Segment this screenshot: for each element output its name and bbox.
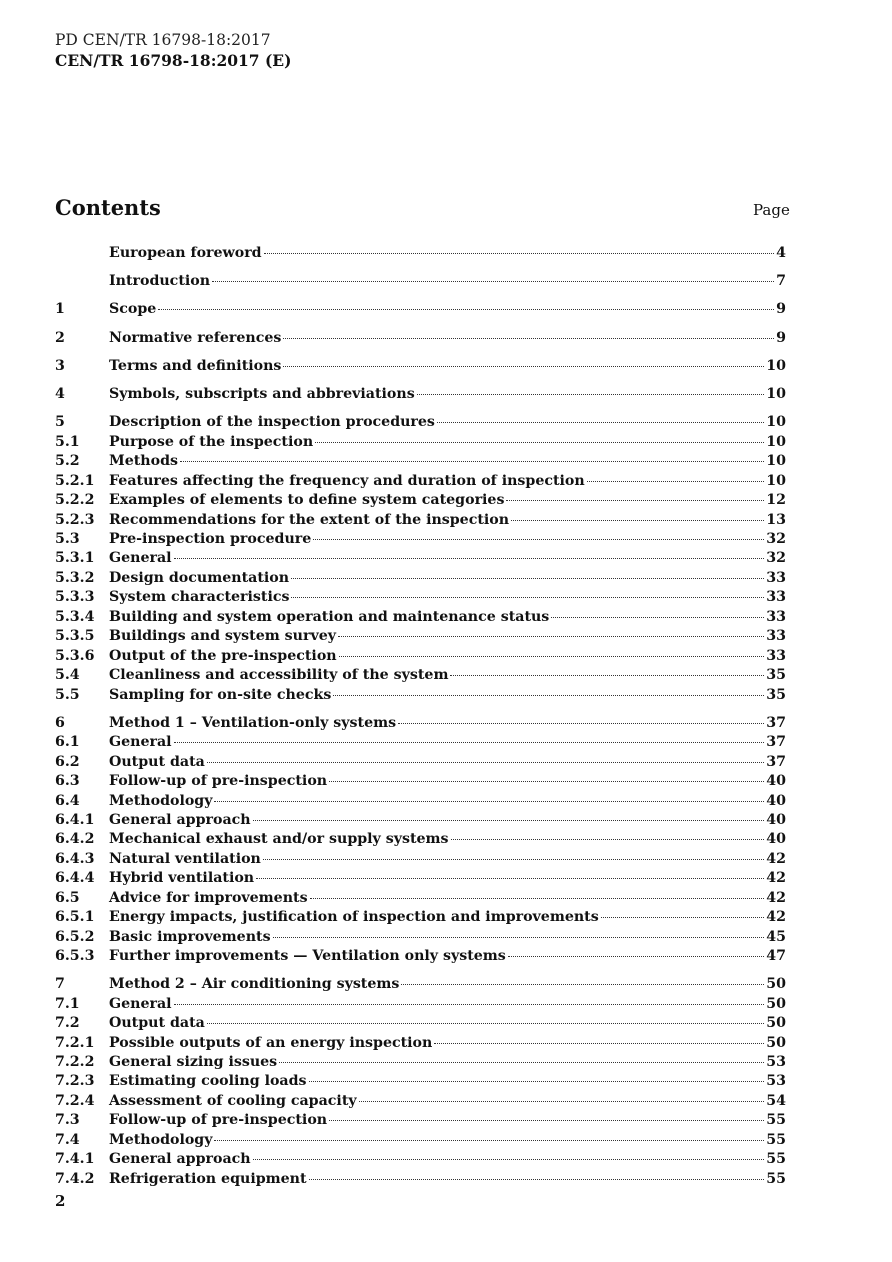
toc-entry[interactable]: [55, 452, 786, 471]
toc-entry[interactable]: [55, 1014, 786, 1033]
toc-entry-number: 5.3.4: [55, 608, 95, 625]
toc-entry[interactable]: [55, 530, 786, 549]
toc-entry-title: General: [109, 734, 172, 751]
toc-entry-title: Recommendations for the extent of the inspection: [109, 511, 510, 528]
toc-entry-page: 55: [766, 1112, 786, 1129]
toc-entry-page: 42: [766, 909, 786, 926]
toc-entry-page: 42: [766, 889, 786, 906]
toc-entry-number: 5.3: [55, 531, 80, 548]
toc-entry[interactable]: [55, 491, 786, 510]
toc-entry-title: Buildings and system survey: [109, 628, 336, 645]
toc-entry-number: 2: [55, 329, 65, 346]
toc-entry-number: 5.3.2: [55, 569, 95, 586]
toc-entry-page: 7: [776, 273, 786, 290]
toc-entry-page: 40: [766, 792, 786, 809]
toc-entry-number: 4: [55, 386, 65, 403]
toc-entry-page: 32: [766, 531, 786, 548]
toc-entry-page: 55: [766, 1151, 786, 1168]
toc-entry-page: 50: [766, 995, 786, 1012]
toc-entry-number: 7.1: [55, 995, 80, 1012]
toc-dot-leader: [273, 936, 765, 938]
toc-entry-number: 6.4.1: [55, 811, 95, 828]
toc-entry[interactable]: [55, 889, 786, 908]
toc-dot-leader: [214, 800, 764, 802]
toc-dot-leader: [339, 655, 765, 657]
toc-entry-page: 35: [766, 686, 786, 703]
toc-dot-leader: [283, 337, 774, 339]
toc-entry-title: General: [109, 550, 172, 567]
header-document-id-en: CEN/TR 16798-18:2017 (E): [55, 51, 292, 70]
toc-entry-number: 1: [55, 301, 65, 318]
toc-entry-page: 10: [766, 453, 786, 470]
toc-entry[interactable]: [55, 433, 786, 452]
toc-entry-number: 7.2.3: [55, 1073, 95, 1090]
toc-entry-title: Building and system operation and maintenance status: [109, 608, 550, 625]
toc-entry-number: 6.5: [55, 889, 80, 906]
toc-dot-leader: [158, 308, 774, 310]
toc-entry-page: 54: [766, 1092, 786, 1109]
page-number: 2: [55, 1192, 66, 1210]
toc-entry-title: Method 2 – Air conditioning systems: [109, 976, 400, 993]
toc-entry-page: 35: [766, 667, 786, 684]
contents-heading: Contents: [55, 195, 161, 220]
toc-entry-number: 6.5.1: [55, 909, 95, 926]
toc-entry-number: 5.3.6: [55, 647, 95, 664]
toc-entry-number: 6.4: [55, 792, 80, 809]
toc-entry[interactable]: [55, 928, 786, 947]
toc-entry-page: 55: [766, 1170, 786, 1187]
toc-entry[interactable]: [55, 1150, 786, 1169]
toc-entry-number: 7.4.2: [55, 1170, 95, 1187]
page-column-label: Page: [753, 201, 790, 219]
toc-dot-leader: [283, 365, 764, 367]
toc-entry-page: 55: [766, 1131, 786, 1148]
toc-entry-title: Cleanliness and accessibility of the system: [109, 667, 449, 684]
toc-entry-page: 4: [776, 245, 786, 261]
toc-entry-title: Refrigeration equipment: [109, 1170, 307, 1187]
toc-entry-page: 10: [766, 433, 786, 450]
toc-dot-leader: [508, 955, 764, 957]
toc-entry-page: 33: [766, 569, 786, 586]
toc-entry-title: General approach: [109, 811, 251, 828]
toc-entry-page: 40: [766, 811, 786, 828]
toc-dot-leader: [214, 1139, 764, 1141]
toc-entry-title: Assessment of cooling capacity: [109, 1092, 357, 1109]
toc-dot-leader: [256, 877, 764, 879]
toc-dot-leader: [174, 741, 765, 743]
toc-dot-leader: [450, 674, 764, 676]
toc-dot-leader: [310, 897, 765, 899]
toc-entry-number: 5: [55, 414, 65, 431]
toc-entry-page: 33: [766, 628, 786, 645]
toc-entry-number: 7.3: [55, 1112, 80, 1129]
toc-entry[interactable]: [55, 1092, 786, 1111]
toc-entry-title: Purpose of the inspection: [109, 433, 314, 450]
toc-entry[interactable]: [55, 686, 786, 705]
toc-entry-page: 10: [766, 357, 786, 374]
toc-entry[interactable]: [55, 733, 786, 752]
toc-entry[interactable]: [55, 472, 786, 491]
toc-dot-leader: [263, 858, 764, 860]
toc-entry[interactable]: [55, 1111, 786, 1130]
toc-entry-title: Method 1 – Ventilation-only systems: [109, 714, 397, 731]
toc-dot-leader: [511, 519, 764, 521]
toc-dot-leader: [180, 460, 764, 462]
toc-entry[interactable]: [55, 272, 786, 291]
toc-entry-title: Hybrid ventilation: [109, 870, 255, 887]
toc-dot-leader: [587, 480, 765, 482]
toc-entry-page: 50: [766, 976, 786, 993]
toc-dot-leader: [207, 1022, 764, 1024]
toc-entry-title: Symbols, subscripts and abbreviations: [109, 386, 415, 403]
toc-entry-number: 6.4.3: [55, 850, 95, 867]
toc-dot-leader: [551, 616, 764, 618]
toc-entry-title: Methodology: [109, 1131, 213, 1148]
toc-entry-number: 6.2: [55, 753, 80, 770]
toc-entry-page: 13: [766, 511, 786, 528]
toc-entry-number: 7.2.1: [55, 1034, 95, 1051]
toc-entry-title: Scope: [109, 301, 157, 318]
toc-entry-title: System characteristics: [109, 589, 290, 606]
header-document-id: PD CEN/TR 16798-18:2017: [55, 31, 271, 49]
toc-entry-number: 7.2.2: [55, 1054, 95, 1070]
toc-entry[interactable]: [55, 869, 786, 888]
toc-dot-leader: [333, 694, 764, 696]
toc-dot-leader: [401, 983, 764, 985]
toc-entry[interactable]: [55, 753, 786, 772]
toc-entry[interactable]: [55, 995, 786, 1014]
toc-entry[interactable]: [55, 772, 786, 791]
toc-dot-leader: [174, 557, 765, 559]
toc-entry-title: Energy impacts, justification of inspection and improvements: [109, 909, 599, 926]
toc-entry-number: 6.4.2: [55, 831, 95, 848]
toc-dot-leader: [601, 916, 765, 918]
toc-entry-number: 6.5.3: [55, 948, 95, 965]
toc-entry-title: Description of the inspection procedures: [109, 414, 435, 431]
toc-entry-number: 5.3.1: [55, 550, 95, 567]
toc-entry-page: 9: [776, 329, 786, 346]
toc-entry[interactable]: [55, 413, 786, 432]
toc-entry-title: Basic improvements: [109, 928, 271, 945]
toc-dot-leader: [417, 393, 765, 395]
toc-entry[interactable]: [55, 792, 786, 811]
toc-dot-leader: [315, 441, 764, 443]
toc-entry-page: 10: [766, 472, 786, 489]
toc-dot-leader: [434, 1042, 764, 1044]
toc-dot-leader: [329, 1119, 764, 1121]
toc-entry-number: 7.2: [55, 1015, 80, 1032]
toc-entry-title: Methodology: [109, 792, 213, 809]
toc-entry[interactable]: [55, 647, 786, 666]
toc-dot-leader: [174, 1003, 765, 1005]
toc-entry-number: 7.4: [55, 1131, 80, 1148]
toc-entry-number: 6.3: [55, 773, 80, 790]
toc-entry-page: 50: [766, 1015, 786, 1032]
toc-entry-page: 10: [766, 386, 786, 403]
toc-dot-leader: [313, 538, 764, 540]
toc-entry-page: 33: [766, 647, 786, 664]
toc-dot-leader: [506, 499, 764, 501]
toc-entry-page: 42: [766, 850, 786, 867]
toc-entry-number: 5.2.3: [55, 511, 95, 528]
toc-dot-leader: [212, 280, 774, 282]
toc-entry-number: 7.2.4: [55, 1092, 95, 1109]
toc-entry-page: 50: [766, 1034, 786, 1051]
toc-dot-leader: [437, 421, 764, 423]
toc-dot-leader: [329, 780, 764, 782]
toc-entry-title: Estimating cooling loads: [109, 1073, 307, 1090]
toc-entry-title: Output data: [109, 1015, 205, 1032]
toc-entry[interactable]: [55, 627, 786, 646]
toc-dot-leader: [291, 577, 764, 579]
toc-entry-title: Normative references: [109, 329, 282, 346]
toc-entry-title: Output of the pre-inspection: [109, 647, 337, 664]
toc-entry[interactable]: [55, 830, 786, 849]
toc-entry-number: 5.2.1: [55, 472, 95, 489]
toc-entry-title: Introduction: [109, 273, 211, 290]
toc-entry-title: General: [109, 995, 172, 1012]
toc-entry-page: 33: [766, 608, 786, 625]
toc-entry-page: 53: [766, 1054, 786, 1070]
toc-dot-leader: [309, 1178, 765, 1180]
toc-entry-title: Sampling for on-site checks: [109, 686, 332, 703]
toc-entry-page: 10: [766, 414, 786, 431]
toc-entry-number: 6.1: [55, 734, 80, 751]
toc-entry-number: 5.1: [55, 433, 80, 450]
toc-entry[interactable]: [55, 850, 786, 869]
toc-entry-page: 40: [766, 773, 786, 790]
toc-entry[interactable]: [55, 947, 786, 966]
toc-entry-page: 40: [766, 831, 786, 848]
toc-entry-page: 33: [766, 589, 786, 606]
toc-entry[interactable]: [55, 357, 786, 376]
toc-entry-page: 37: [766, 734, 786, 751]
toc-entry-title: Terms and definitions: [109, 357, 282, 374]
toc-entry-page: 12: [766, 492, 786, 509]
toc-entry-title: European foreword: [109, 245, 262, 261]
toc-dot-leader: [359, 1100, 765, 1102]
toc-entry-number: 6.4.4: [55, 870, 95, 887]
toc-entry[interactable]: [55, 714, 786, 733]
toc-entry-page: 47: [766, 948, 786, 965]
toc-entry-title: Follow-up of pre-inspection: [109, 773, 328, 790]
toc-entry[interactable]: [55, 329, 786, 348]
toc-entry-page: 42: [766, 870, 786, 887]
toc-entry[interactable]: [55, 511, 786, 530]
toc-entry[interactable]: [55, 569, 786, 588]
toc-dot-leader: [398, 722, 764, 724]
toc-entry-title: General approach: [109, 1151, 251, 1168]
toc-dot-leader: [338, 635, 764, 637]
toc-dot-leader: [253, 1158, 765, 1160]
toc-entry[interactable]: [55, 244, 786, 263]
toc-entry[interactable]: [55, 666, 786, 685]
toc-entry-title: Natural ventilation: [109, 850, 261, 867]
toc-entry-page: 32: [766, 550, 786, 567]
toc-entry-number: 5.2: [55, 453, 80, 470]
toc-entry[interactable]: [55, 1170, 786, 1189]
toc-entry[interactable]: [55, 811, 786, 830]
toc-entry-number: 6.5.2: [55, 928, 95, 945]
toc-entry-page: 37: [766, 714, 786, 731]
toc-dot-leader: [279, 1061, 764, 1063]
toc-entry[interactable]: [55, 1131, 786, 1150]
toc-entry[interactable]: [55, 608, 786, 627]
toc-entry[interactable]: [55, 1034, 786, 1053]
toc-entry-number: 7: [55, 976, 65, 993]
toc-entry-page: 37: [766, 753, 786, 770]
toc-entry[interactable]: [55, 975, 786, 994]
toc-entry-title: Follow-up of pre-inspection: [109, 1112, 328, 1129]
toc-entry-title: Possible outputs of an energy inspection: [109, 1034, 433, 1051]
toc-entry-title: Design documentation: [109, 569, 290, 586]
toc-entry-number: 5.3.3: [55, 589, 95, 606]
toc-entry-title: Output data: [109, 753, 205, 770]
table-of-contents: [55, 244, 786, 1189]
toc-entry-title: Methods: [109, 453, 178, 470]
toc-entry-title: Examples of elements to define system categories: [109, 492, 505, 509]
toc-entry-number: 6: [55, 714, 65, 731]
toc-entry-page: 9: [776, 301, 786, 318]
toc-dot-leader: [253, 819, 765, 821]
toc-entry[interactable]: [55, 908, 786, 927]
toc-entry-page: 53: [766, 1073, 786, 1090]
toc-entry[interactable]: [55, 300, 786, 319]
toc-entry-title: Advice for improvements: [109, 889, 308, 906]
toc-dot-leader: [264, 252, 775, 254]
toc-entry-number: 5.2.2: [55, 492, 95, 509]
toc-entry-number: 5.3.5: [55, 628, 95, 645]
toc-entry[interactable]: [55, 588, 786, 607]
toc-entry-number: 5.5: [55, 686, 80, 703]
toc-entry[interactable]: [55, 385, 786, 404]
toc-entry-title: Mechanical exhaust and/or supply systems: [109, 831, 449, 848]
toc-entry-title: Further improvements — Ventilation only systems: [109, 948, 506, 965]
toc-entry[interactable]: [55, 1072, 786, 1091]
toc-dot-leader: [451, 838, 765, 840]
toc-entry[interactable]: [55, 549, 786, 568]
toc-entry-page: 45: [766, 928, 786, 945]
toc-entry-title: Pre-inspection procedure: [109, 531, 312, 548]
toc-entry-number: 3: [55, 357, 65, 374]
toc-entry[interactable]: [55, 1053, 786, 1072]
toc-dot-leader: [309, 1080, 765, 1082]
toc-entry-number: 5.4: [55, 667, 80, 684]
toc-entry-title: General sizing issues: [109, 1054, 278, 1070]
toc-entry-title: Features affecting the frequency and duration of inspection: [109, 472, 585, 489]
toc-dot-leader: [207, 761, 764, 763]
toc-dot-leader: [291, 596, 764, 598]
toc-entry-number: 7.4.1: [55, 1151, 95, 1168]
